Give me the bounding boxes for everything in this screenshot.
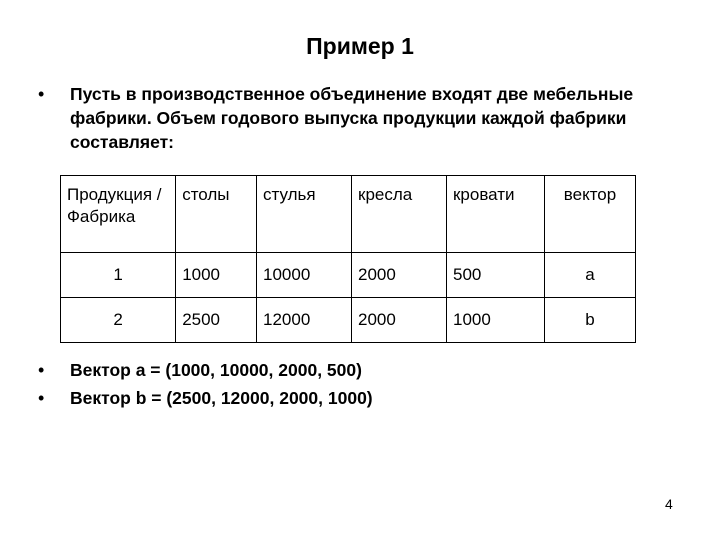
page-number: 4 bbox=[665, 496, 673, 512]
table-row bbox=[61, 253, 636, 298]
header-cell-chairs: стулья bbox=[257, 176, 352, 253]
value-cell: 1000 bbox=[176, 253, 257, 298]
bullet-marker: • bbox=[38, 360, 45, 380]
vector-cell: a bbox=[545, 253, 636, 298]
vector-bullet-b bbox=[38, 384, 678, 412]
header-cell-vector: вектор bbox=[545, 176, 636, 253]
table-header-row bbox=[61, 176, 636, 253]
factory-cell: 2 bbox=[61, 298, 176, 343]
vector-cell: b bbox=[545, 298, 636, 343]
header-cell-beds: кровати bbox=[446, 176, 544, 253]
header-cell-armchairs: кресла bbox=[352, 176, 447, 253]
vector-a-text: Вектор a = (1000, 10000, 2000, 500) bbox=[70, 359, 362, 380]
value-cell: 1000 bbox=[446, 298, 544, 343]
vector-b-text: Вектор b = (2500, 12000, 2000, 1000) bbox=[70, 387, 373, 408]
value-cell: 10000 bbox=[257, 253, 352, 298]
bullet-marker: • bbox=[38, 84, 45, 104]
header-corner-cell: Продукция /Фабрика bbox=[61, 176, 176, 253]
bullet-marker: • bbox=[38, 388, 45, 408]
intro-bullet-row bbox=[38, 82, 678, 154]
value-cell: 2000 bbox=[352, 253, 447, 298]
intro-text: Пусть в производственное объединение входят две мебельные фабрики. Объем годового выпуска продукции каждой фабрики составляет: bbox=[70, 84, 634, 152]
table-row bbox=[61, 298, 636, 343]
header-cell-tables: столы bbox=[176, 176, 257, 253]
vector-bullets bbox=[38, 356, 678, 412]
value-cell: 500 bbox=[446, 253, 544, 298]
slide-title: Пример 1 bbox=[306, 33, 414, 59]
production-table bbox=[60, 175, 636, 343]
intro-bullet bbox=[38, 82, 678, 154]
value-cell: 2500 bbox=[176, 298, 257, 343]
value-cell: 2000 bbox=[352, 298, 447, 343]
value-cell: 12000 bbox=[257, 298, 352, 343]
factory-cell: 1 bbox=[61, 253, 176, 298]
vector-bullet-a bbox=[38, 356, 678, 384]
